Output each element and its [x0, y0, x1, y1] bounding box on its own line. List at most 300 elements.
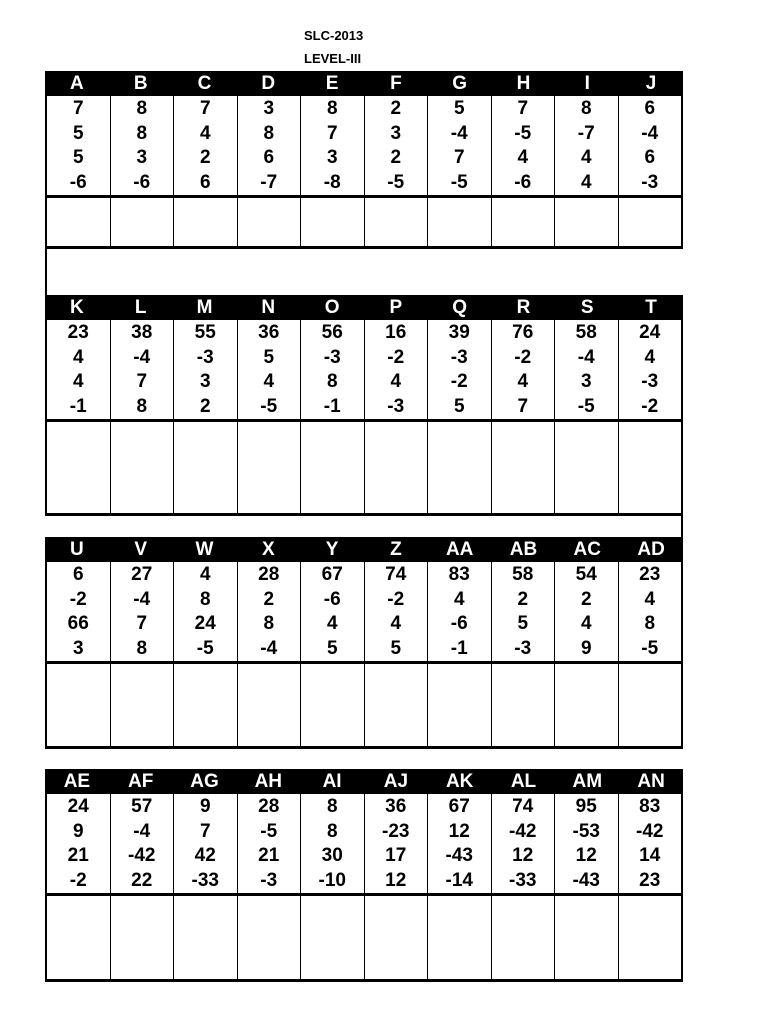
- problem-number: 24: [67, 796, 89, 817]
- problem-number: 23: [67, 322, 89, 343]
- answer-box[interactable]: [238, 198, 301, 246]
- column-label: AI: [322, 771, 342, 792]
- problem-number: 4: [580, 147, 592, 168]
- problem-number: 54: [575, 564, 597, 585]
- number-stack: [238, 320, 301, 422]
- answer-box[interactable]: [555, 198, 618, 246]
- answer-box[interactable]: [555, 896, 618, 979]
- problem-number: -6: [450, 613, 468, 634]
- left-border-line: [45, 249, 47, 295]
- column-label: N: [261, 297, 276, 318]
- number-stack: [365, 320, 428, 422]
- column-label: R: [516, 297, 531, 318]
- answer-box[interactable]: [301, 896, 364, 979]
- answer-box[interactable]: [301, 198, 364, 246]
- number-stack: [174, 96, 237, 198]
- problem-number: 36: [258, 322, 280, 343]
- problem-column: [237, 794, 301, 979]
- problem-number: 6: [263, 147, 275, 168]
- problem-number: -5: [387, 171, 405, 193]
- problem-column: [300, 794, 364, 979]
- column-label: AL: [510, 771, 537, 792]
- number-stack: [492, 562, 555, 664]
- problem-number: 7: [453, 147, 465, 168]
- column-label: AA: [445, 539, 474, 560]
- number-stack: [47, 562, 110, 664]
- answer-box[interactable]: [619, 664, 682, 746]
- number-stack: [301, 320, 364, 422]
- number-stack: [238, 794, 301, 896]
- number-stack: [555, 562, 618, 664]
- problem-column: [618, 96, 682, 246]
- problem-number: 9: [72, 820, 84, 842]
- problem-number: 4: [644, 346, 656, 368]
- problem-column: [110, 96, 174, 246]
- problem-number: 28: [258, 564, 280, 585]
- answer-box[interactable]: [47, 896, 110, 979]
- problem-number: 3: [263, 98, 275, 119]
- worksheet-level: LEVEL-III: [304, 51, 362, 66]
- problem-number: -3: [641, 371, 659, 392]
- problem-number: -23: [382, 820, 410, 842]
- column-label: S: [580, 297, 594, 318]
- number-stack: [492, 320, 555, 422]
- problem-number: -6: [323, 588, 341, 610]
- problem-number: -3: [323, 346, 341, 368]
- problem-number: -5: [260, 820, 278, 842]
- problem-column: [47, 794, 110, 979]
- problem-number: 2: [199, 395, 211, 417]
- column-label: AH: [254, 771, 283, 792]
- problem-number: 6: [644, 147, 656, 168]
- problem-column: [300, 320, 364, 513]
- problem-number: 7: [517, 98, 529, 119]
- problem-number: 67: [321, 564, 343, 585]
- problem-number: -43: [572, 869, 600, 891]
- problem-column: [237, 320, 301, 513]
- answer-box[interactable]: [111, 664, 174, 746]
- number-stack: [428, 320, 491, 422]
- problem-number: -33: [509, 869, 537, 891]
- column-label: O: [324, 297, 340, 318]
- number-stack: [428, 562, 491, 664]
- problem-number: 8: [263, 122, 275, 144]
- problems-row: [45, 320, 683, 516]
- number-stack: [111, 320, 174, 422]
- problem-column: [364, 96, 428, 246]
- number-stack: [238, 96, 301, 198]
- problem-number: 8: [136, 637, 148, 659]
- number-stack: [238, 562, 301, 664]
- problem-column: [427, 794, 491, 979]
- problem-number: 4: [644, 588, 656, 610]
- problem-number: 9: [580, 637, 592, 659]
- problem-column: [47, 320, 110, 513]
- problem-number: -4: [133, 820, 151, 842]
- problem-number: 74: [385, 564, 407, 585]
- problem-number: 8: [326, 796, 338, 817]
- problem-number: -5: [577, 395, 595, 417]
- problem-number: 3: [390, 122, 402, 144]
- problem-number: -2: [641, 395, 659, 417]
- problem-column: [491, 320, 555, 513]
- problem-number: -4: [260, 637, 278, 659]
- problem-number: 7: [517, 395, 529, 417]
- answer-box[interactable]: [301, 422, 364, 513]
- problem-number: 8: [644, 613, 656, 634]
- problem-column: [364, 794, 428, 979]
- problem-number: 2: [390, 147, 402, 168]
- problem-number: -4: [450, 122, 468, 144]
- number-stack: [428, 794, 491, 896]
- column-label: U: [70, 539, 84, 560]
- column-label: Y: [325, 539, 339, 560]
- problem-column: [554, 794, 618, 979]
- problems-row: [45, 794, 683, 982]
- problem-number: 5: [517, 613, 529, 634]
- number-stack: [555, 96, 618, 198]
- column-label: AK: [445, 771, 474, 792]
- problem-number: -5: [641, 637, 659, 659]
- number-stack: [174, 794, 237, 896]
- problem-number: 4: [72, 346, 84, 368]
- answer-box[interactable]: [174, 664, 237, 746]
- problem-number: 7: [326, 122, 338, 144]
- answer-box[interactable]: [238, 896, 301, 979]
- problem-column: [618, 794, 682, 979]
- problem-number: 5: [453, 395, 465, 417]
- answer-box[interactable]: [365, 896, 428, 979]
- problem-number: 5: [453, 98, 465, 119]
- problem-number: -2: [514, 346, 532, 368]
- problem-column: [47, 562, 110, 746]
- problem-number: 4: [326, 613, 338, 634]
- column-label: AC: [573, 539, 601, 560]
- answer-box[interactable]: [555, 664, 618, 746]
- problem-number: -3: [450, 346, 468, 368]
- number-stack: [428, 96, 491, 198]
- problem-number: 55: [194, 322, 216, 343]
- problem-number: -42: [509, 820, 537, 842]
- problem-number: -7: [577, 122, 595, 144]
- problem-number: 76: [512, 322, 534, 343]
- problem-number: 2: [263, 588, 275, 610]
- column-label: J: [645, 73, 657, 94]
- problem-number: -3: [387, 395, 405, 417]
- problem-number: -3: [260, 869, 278, 891]
- problem-number: 4: [390, 371, 402, 392]
- number-stack: [47, 96, 110, 198]
- problem-column: [300, 96, 364, 246]
- problem-number: 7: [136, 371, 148, 392]
- answer-box[interactable]: [492, 664, 555, 746]
- problem-number: -8: [323, 171, 341, 193]
- problem-column: [554, 320, 618, 513]
- answer-box[interactable]: [238, 422, 301, 513]
- problem-number: 12: [575, 845, 597, 866]
- problem-number: 36: [385, 796, 407, 817]
- problem-number: -5: [450, 171, 468, 193]
- problem-column: [110, 562, 174, 746]
- problem-number: 67: [448, 796, 470, 817]
- column-label: F: [390, 73, 402, 94]
- number-stack: [47, 794, 110, 896]
- problem-number: -7: [260, 171, 278, 193]
- problem-number: 6: [72, 564, 84, 585]
- answer-box[interactable]: [365, 198, 428, 246]
- number-stack: [174, 562, 237, 664]
- problem-number: 4: [199, 564, 211, 585]
- column-label: I: [584, 73, 590, 94]
- problem-column: [364, 562, 428, 746]
- column-label: A: [70, 73, 84, 94]
- answer-box[interactable]: [174, 422, 237, 513]
- problem-number: 24: [639, 322, 661, 343]
- problem-number: 24: [194, 613, 216, 634]
- column-label: M: [196, 297, 213, 318]
- number-stack: [174, 320, 237, 422]
- column-label: W: [195, 539, 214, 560]
- problem-column: [173, 96, 237, 246]
- problem-number: 42: [194, 845, 216, 866]
- answer-box[interactable]: [428, 422, 491, 513]
- problem-number: 12: [512, 845, 534, 866]
- problem-number: -3: [514, 637, 532, 659]
- column-label: C: [197, 73, 212, 94]
- problem-number: 6: [199, 171, 211, 193]
- problem-column: [427, 96, 491, 246]
- problem-number: 7: [136, 613, 148, 634]
- problem-block-4: [45, 769, 683, 982]
- problem-column: [300, 562, 364, 746]
- answer-box[interactable]: [47, 664, 110, 746]
- column-label: V: [134, 539, 148, 560]
- problem-column: [110, 320, 174, 513]
- number-stack: [111, 562, 174, 664]
- answer-box[interactable]: [365, 422, 428, 513]
- column-label: E: [325, 73, 339, 94]
- answer-box[interactable]: [47, 198, 110, 246]
- problem-number: 38: [131, 322, 153, 343]
- number-stack: [555, 320, 618, 422]
- problem-column: [427, 320, 491, 513]
- column-label: B: [133, 73, 148, 94]
- problem-column: [554, 562, 618, 746]
- column-label: Z: [390, 539, 402, 560]
- problem-number: 2: [390, 98, 402, 119]
- header-row: [45, 295, 683, 320]
- problem-number: -2: [69, 869, 87, 891]
- problem-number: -3: [641, 171, 659, 193]
- problem-number: 8: [136, 98, 148, 119]
- answer-box[interactable]: [238, 664, 301, 746]
- problem-column: [47, 96, 110, 246]
- problem-block-3: [45, 537, 683, 749]
- answer-box[interactable]: [619, 896, 682, 979]
- problem-number: 23: [639, 869, 661, 891]
- answer-box[interactable]: [111, 198, 174, 246]
- problem-number: -2: [387, 588, 405, 610]
- worksheet-title: SLC-2013: [304, 28, 364, 43]
- answer-box[interactable]: [428, 664, 491, 746]
- problem-number: 83: [639, 796, 661, 817]
- problem-number: 27: [131, 564, 153, 585]
- header-row: [45, 769, 683, 794]
- answer-box[interactable]: [619, 198, 682, 246]
- number-stack: [619, 794, 682, 896]
- problem-number: 8: [580, 98, 592, 119]
- column-label: AD: [637, 539, 665, 560]
- problem-number: 3: [326, 147, 338, 168]
- problem-number: 5: [263, 346, 275, 368]
- number-stack: [111, 794, 174, 896]
- problem-number: 22: [131, 869, 153, 891]
- header-row: [45, 71, 683, 96]
- problem-number: -3: [196, 346, 214, 368]
- answer-box[interactable]: [428, 198, 491, 246]
- column-label: X: [261, 539, 275, 560]
- problem-block-2: [45, 295, 683, 516]
- problem-number: 2: [199, 147, 211, 168]
- problems-row: [45, 562, 683, 749]
- number-stack: [619, 96, 682, 198]
- problem-number: 3: [199, 371, 211, 392]
- answer-box[interactable]: [174, 198, 237, 246]
- problem-number: -5: [196, 637, 214, 659]
- answer-box[interactable]: [555, 422, 618, 513]
- answer-box[interactable]: [428, 896, 491, 979]
- problem-number: -5: [260, 395, 278, 417]
- number-stack: [555, 794, 618, 896]
- problem-column: [173, 562, 237, 746]
- problem-number: 9: [199, 796, 211, 817]
- problem-number: 4: [263, 371, 275, 392]
- answer-box[interactable]: [492, 422, 555, 513]
- problem-number: -1: [69, 395, 87, 417]
- problem-number: 8: [326, 371, 338, 392]
- problem-number: 6: [644, 98, 656, 119]
- column-label: T: [645, 297, 657, 318]
- problem-number: -4: [133, 588, 151, 610]
- problem-number: -14: [445, 869, 473, 891]
- problem-number: -42: [128, 845, 156, 866]
- problem-number: -53: [572, 820, 600, 842]
- column-label: AF: [128, 771, 154, 792]
- problem-column: [237, 96, 301, 246]
- problem-number: 4: [199, 122, 211, 144]
- problem-number: -2: [450, 371, 468, 392]
- problem-number: 23: [639, 564, 661, 585]
- problem-column: [364, 320, 428, 513]
- problem-number: -43: [445, 845, 473, 866]
- problem-column: [237, 562, 301, 746]
- answer-box[interactable]: [47, 422, 110, 513]
- problem-number: 95: [575, 796, 597, 817]
- problem-number: 83: [448, 564, 470, 585]
- number-stack: [365, 562, 428, 664]
- column-label: D: [261, 73, 276, 94]
- problem-number: 5: [326, 637, 338, 659]
- problem-number: -4: [577, 346, 595, 368]
- problem-number: 12: [385, 869, 407, 891]
- column-label: L: [134, 297, 147, 318]
- answer-box[interactable]: [111, 422, 174, 513]
- problem-number: 57: [131, 796, 153, 817]
- problem-number: -2: [69, 588, 87, 610]
- header-row: [45, 537, 683, 562]
- problem-number: -10: [318, 869, 346, 891]
- problem-number: 66: [67, 613, 89, 634]
- answer-box[interactable]: [492, 198, 555, 246]
- column-label: AE: [63, 771, 91, 792]
- column-label: H: [516, 73, 531, 94]
- problem-column: [618, 562, 682, 746]
- column-label: Q: [452, 297, 468, 318]
- problem-column: [173, 794, 237, 979]
- problem-number: 4: [580, 171, 592, 193]
- problem-column: [491, 562, 555, 746]
- problem-column: [110, 794, 174, 979]
- right-border-line: [681, 491, 683, 537]
- number-stack: [301, 562, 364, 664]
- problem-number: 5: [72, 147, 84, 168]
- problem-number: 2: [580, 588, 592, 610]
- number-stack: [619, 562, 682, 664]
- problem-number: -2: [387, 346, 405, 368]
- problem-number: 2: [517, 588, 529, 610]
- problem-number: 5: [390, 637, 402, 659]
- answer-box[interactable]: [174, 896, 237, 979]
- answer-box[interactable]: [111, 896, 174, 979]
- problem-number: 3: [580, 371, 592, 392]
- problem-column: [173, 320, 237, 513]
- problems-row: [45, 96, 683, 249]
- problem-number: 7: [72, 98, 84, 119]
- number-stack: [365, 96, 428, 198]
- answer-box[interactable]: [492, 896, 555, 979]
- answer-box[interactable]: [365, 664, 428, 746]
- problem-number: 12: [448, 820, 470, 842]
- column-label: AJ: [383, 771, 409, 792]
- problem-number: -33: [191, 869, 219, 891]
- problem-number: 4: [580, 613, 592, 634]
- problem-number: -42: [636, 820, 664, 842]
- problem-number: 21: [258, 845, 280, 866]
- column-label: K: [70, 297, 84, 318]
- number-stack: [365, 794, 428, 896]
- problem-number: 39: [448, 322, 470, 343]
- problem-number: -6: [69, 171, 87, 193]
- column-label: P: [389, 297, 403, 318]
- problem-number: 4: [390, 613, 402, 634]
- problem-column: [491, 96, 555, 246]
- number-stack: [47, 320, 110, 422]
- problem-number: 8: [326, 820, 338, 842]
- number-stack: [492, 96, 555, 198]
- problem-number: -6: [514, 171, 532, 193]
- problem-column: [618, 320, 682, 513]
- answer-box[interactable]: [301, 664, 364, 746]
- number-stack: [492, 794, 555, 896]
- problem-block-1: [45, 71, 683, 249]
- answer-box[interactable]: [619, 422, 682, 513]
- problem-column: [427, 562, 491, 746]
- column-label: AB: [509, 539, 538, 560]
- problem-number: 3: [72, 637, 84, 659]
- problem-number: 58: [512, 564, 534, 585]
- problem-number: 14: [639, 845, 661, 866]
- problem-number: 8: [136, 395, 148, 417]
